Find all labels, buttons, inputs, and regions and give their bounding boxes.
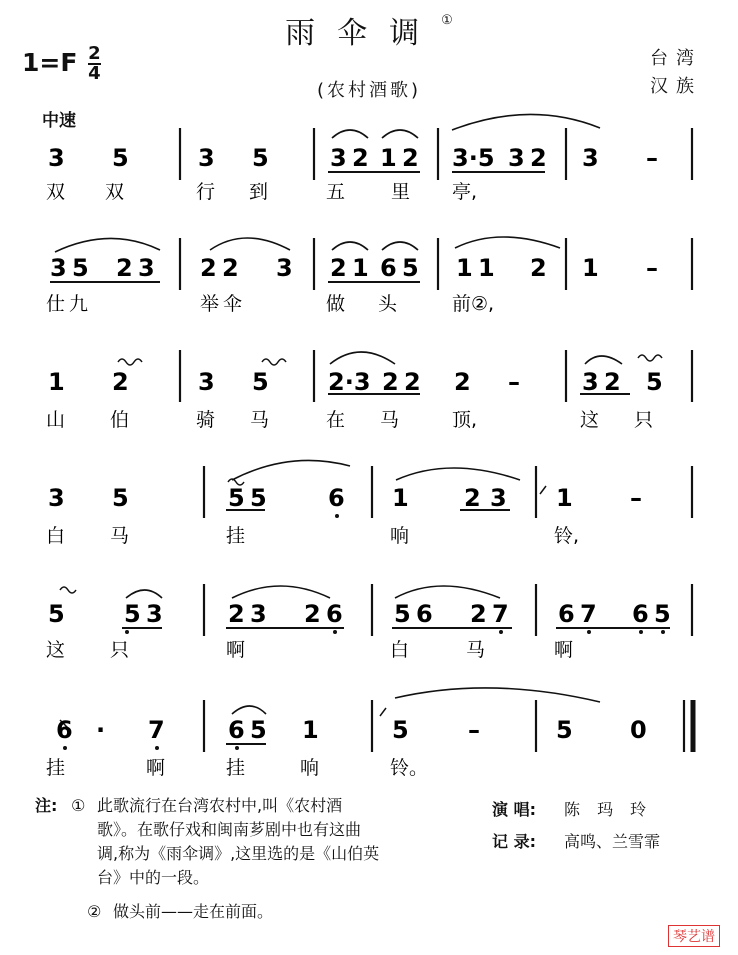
lyric: 啊 [146,757,166,779]
lyric: 前②, [452,293,495,315]
note: 2 [402,144,419,172]
note: 7 [492,600,509,628]
singer-name: 陈 玛 玲 [564,800,653,819]
note: 2 [464,484,481,512]
note: – [630,484,642,512]
lyric: 挂 [226,525,246,547]
time-top: 2 [88,43,101,64]
note: 5 [392,716,409,744]
lyric: 双双 [46,181,165,203]
note: 3 [198,144,215,172]
note: 3 [582,144,599,172]
footnote-1-line: 调,称为《雨伞调》,这里选的是《山伯英 [97,844,380,863]
note: 2 [382,368,399,396]
note: 1 [582,254,599,282]
lyric: 响 [390,525,410,547]
note: 1 [392,484,409,512]
subtitle: (农村酒歌) [316,80,422,101]
note: 5 [72,254,89,282]
note: 1 [456,254,473,282]
recorder-label: 记 录: [492,832,536,851]
note: 5 [228,484,245,512]
note: 3 [48,144,65,172]
note: 2 [352,144,369,172]
note: 3 [48,484,65,512]
octave-dots [63,514,665,750]
lyric: 挂 [46,757,66,779]
row-3-notes [48,368,663,396]
note: 3 [198,368,215,396]
row-1-lyrics [46,181,477,203]
note: 2 [112,368,129,396]
singer-label: 演 唱: [492,800,536,819]
note: 6 [558,600,575,628]
lyric: 顶, [452,409,478,431]
note: 7 [580,600,597,628]
note: 5 [556,716,573,744]
note: · [96,716,106,744]
lyric: 伯 [110,409,130,431]
note: 2 [200,254,217,282]
row-2-lyrics [46,293,494,315]
note: 1 [380,144,397,172]
lyric: 马 [466,639,486,661]
note: 2 [470,600,487,628]
note: 6 [56,716,73,744]
note: 2 [530,254,547,282]
row-4-lyrics [46,525,579,547]
lyric: 这 [580,409,600,431]
note: 1 [302,716,319,744]
note: 3 [146,600,163,628]
note: 5 [250,484,267,512]
note: 5 [394,600,411,628]
lyric: 做 [326,293,346,315]
note: 6 [632,600,649,628]
lyric: 在 [326,409,346,431]
note: 3 [250,600,267,628]
barlines [180,128,693,752]
row-4-notes [48,484,642,512]
footnote-2-text: 做头前——走在前面。 [113,902,274,921]
watermark-logo: 琴艺谱 [668,925,720,947]
row-5-lyrics [46,639,573,661]
lyric: 只 [634,409,654,431]
origin-region: 台湾 [650,48,702,69]
note: 6 [416,600,433,628]
note: 1 [556,484,573,512]
note: 0 [630,716,647,744]
note: 3 [582,368,599,396]
note: 6 [326,600,343,628]
note: 3 [138,254,155,282]
note: 6 [380,254,397,282]
title-footnote-mark: ① [441,13,453,28]
lyric: 行到 [196,181,303,203]
note: 2 [116,254,133,282]
lyric: 马 [110,525,130,547]
lyric: 白 [390,639,410,661]
note: 5 [654,600,671,628]
note: 1 [352,254,369,282]
lyric: 铃, [554,525,580,547]
lyric: 啊 [554,639,574,661]
note: 3 [50,254,67,282]
note: 5 [124,600,141,628]
lyric: 这 [46,639,66,661]
note: 3 [276,254,293,282]
note: 5 [250,716,267,744]
time-bottom: 4 [88,63,101,84]
note: 5 [402,254,419,282]
lyric: 五里 [326,181,457,203]
note: 2 [530,144,547,172]
note: 2 [228,600,245,628]
row-3-lyrics [46,409,653,431]
lyric: 只 [110,639,130,661]
lyric: 响 [300,757,320,779]
note: 7 [148,716,165,744]
footnote-label: 注: [35,796,58,815]
lyric: 骑 [196,409,216,431]
song-title: 雨伞调① [285,13,453,51]
note: – [508,368,520,396]
note: 1 [478,254,495,282]
note: 2 [304,600,321,628]
lyric: 举伞 [200,293,247,315]
footnote-1-line: 歌》。在歌仔戏和闽南芗剧中也有这曲 [97,820,362,839]
note: – [646,254,658,282]
note: 3·5 [452,144,495,172]
note: 2 [454,368,471,396]
note: 2·3 [328,368,371,396]
row-6-notes [56,716,647,744]
lyric: 马 [250,409,270,431]
lyric: 啊 [226,639,246,661]
note: 5 [252,368,269,396]
note: 2 [604,368,621,396]
lyric: 仕九 [46,293,93,315]
note: 5 [252,144,269,172]
note: 5 [48,600,65,628]
footnote-1-line: 台》中的一段。 [97,868,210,887]
row-5-notes [48,600,671,628]
lyric: 白 [46,525,66,547]
note: – [646,144,658,172]
footnote-1-line: 此歌流行在台湾农村中,叫《农村酒 [97,796,343,815]
note: 1 [48,368,65,396]
note: 6 [228,716,245,744]
note: 3 [490,484,507,512]
key-text: 1=F [22,48,78,77]
note: 2 [330,254,347,282]
lyric: 挂 [226,757,246,779]
tempo-marking: 中速 [42,111,76,131]
lyric: 头 [378,293,398,315]
note: 5 [112,144,129,172]
note: 5 [646,368,663,396]
row-6-lyrics [46,757,428,779]
note: 3 [330,144,347,172]
note: 6 [328,484,345,512]
credits [492,794,660,858]
note: – [468,716,480,744]
footnote-1-mark: ① [71,796,86,815]
lyric: 山 [46,409,66,431]
note: 2 [404,368,421,396]
note: 5 [112,484,129,512]
origin-ethnicity: 汉族 [650,76,702,97]
note: 2 [222,254,239,282]
lyric: 亭, [452,181,478,203]
footnote-2-mark: ② [87,902,102,921]
recorder-name: 高鸣、兰雪霏 [564,832,661,851]
lyric: 马 [380,409,400,431]
footnotes [35,794,379,924]
lyric: 铃。 [390,757,429,779]
note: 3 [508,144,525,172]
